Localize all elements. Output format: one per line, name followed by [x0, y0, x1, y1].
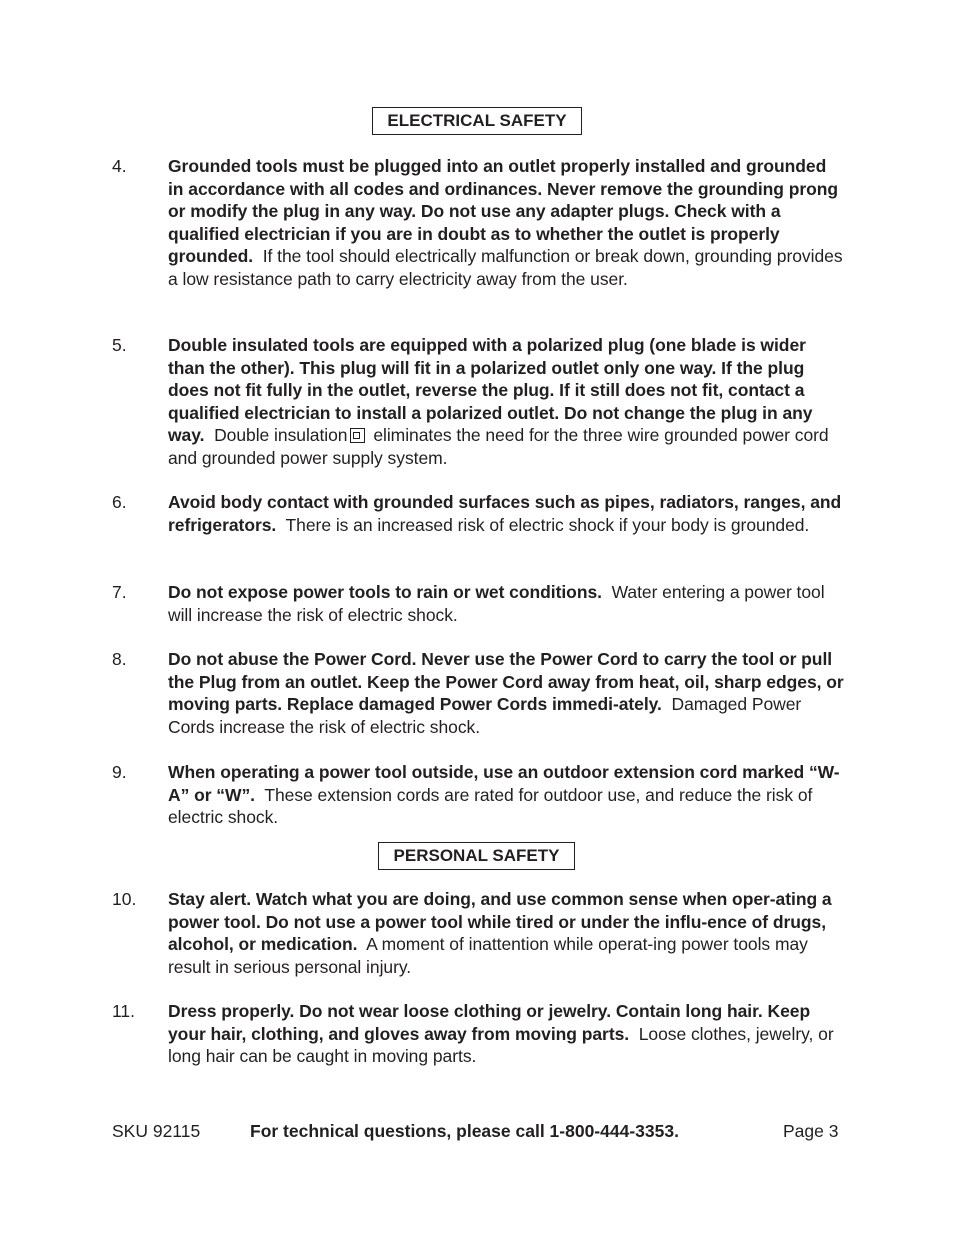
item-text: [168, 761, 844, 829]
item-number: 6.: [112, 492, 127, 512]
item-normal-text: Water entering a power tool will increase the risk of electric shock.: [168, 582, 825, 625]
item-bold-text: When operating a power tool outside, use an outdoor extension cord marked “W-A” or “W”.: [168, 762, 840, 805]
item-text: [168, 581, 844, 626]
item-normal-text: There is an increased risk of electric shock if your body is grounded.: [285, 514, 810, 535]
item-bold-text: Avoid body contact with grounded surfaces such as pipes, radiators, ranges, and refrigerators.: [168, 492, 842, 535]
footer-page-number: Page 3: [783, 1121, 839, 1141]
item-text: [168, 491, 844, 536]
item-normal-text: eliminates the need for the three wire grounded power cord and grounded power supply system.: [168, 425, 829, 468]
item-text: [168, 888, 844, 978]
footer-tech-support: For technical questions, please call 1-800-444-3353.: [250, 1121, 679, 1141]
item-normal-text: Loose clothes, jewelry, or long hair can be caught in moving parts.: [168, 1023, 834, 1066]
item-number: 11.: [112, 1001, 136, 1021]
item-number: 7.: [112, 582, 127, 602]
item-number: 10.: [112, 889, 137, 909]
item-number: 4.: [112, 156, 127, 176]
personal-safety-heading: PERSONAL SAFETY: [378, 842, 575, 870]
item-bold-text: Do not abuse the Power Cord. Never use the Power Cord to carry the tool or pull the Plug from an outlet. Keep the Power Cord away from heat, oil, sharp edges, or moving parts. Replace damaged Power Cords immedi-ately.: [168, 649, 844, 714]
item-bold-text: Do not expose power tools to rain or wet conditions.: [168, 582, 602, 602]
item-bold-text: Dress properly. Do not wear loose clothing or jewelry. Contain long hair. Keep your hair, clothing, and gloves away from moving parts.: [168, 1001, 811, 1044]
item-text: [168, 648, 844, 738]
item-text: [168, 1000, 844, 1068]
item-number: 9.: [112, 762, 127, 782]
item-normal-text: These extension cords are rated for outdoor use, and reduce the risk of electric shock.: [168, 784, 813, 827]
item-text: [168, 155, 844, 290]
item-bold-text: Double insulated tools are equipped with a polarized plug (one blade is wider than the other). This plug will fit in a polarized outlet only one way. If the plug does not fit fully in the outlet, reverse the plug. If it still does not fit, contact a qualified electrician to install a polarized outlet. Do not change the plug in any way.: [168, 335, 813, 445]
footer-sku: SKU 92115: [112, 1121, 201, 1141]
item-number: 8.: [112, 649, 127, 669]
electrical-safety-heading: ELECTRICAL SAFETY: [372, 107, 582, 135]
item-number: 5.: [112, 335, 127, 355]
item-bold-text: Grounded tools must be plugged into an outlet properly installed and grounded in accordance with all codes and ordinances. Never remove the grounding prong or modify the plug in any way. Do not use any adapter plugs. Check with a qualified electrician if you are in doubt as to whether the outlet is properly grounded.: [168, 156, 839, 266]
item-normal-text-pre: Double insulation: [214, 425, 348, 445]
item-bold-text: Stay alert. Watch what you are doing, and use common sense when oper-ating a power tool. Do not use a power tool while tired or under the influ-ence of drugs, alcohol, or medication.: [168, 889, 832, 954]
item-normal-text: If the tool should electrically malfunction or break down, grounding provides a low resistance path to carry electricity away from the user.: [168, 246, 843, 289]
item-normal-text: A moment of inattention while operat-ing power tools may result in serious personal injury.: [168, 934, 808, 977]
double-insulation-icon: [350, 428, 365, 443]
item-text: [168, 334, 844, 469]
item-normal-text: Damaged Power Cords increase the risk of electric shock.: [168, 694, 802, 737]
